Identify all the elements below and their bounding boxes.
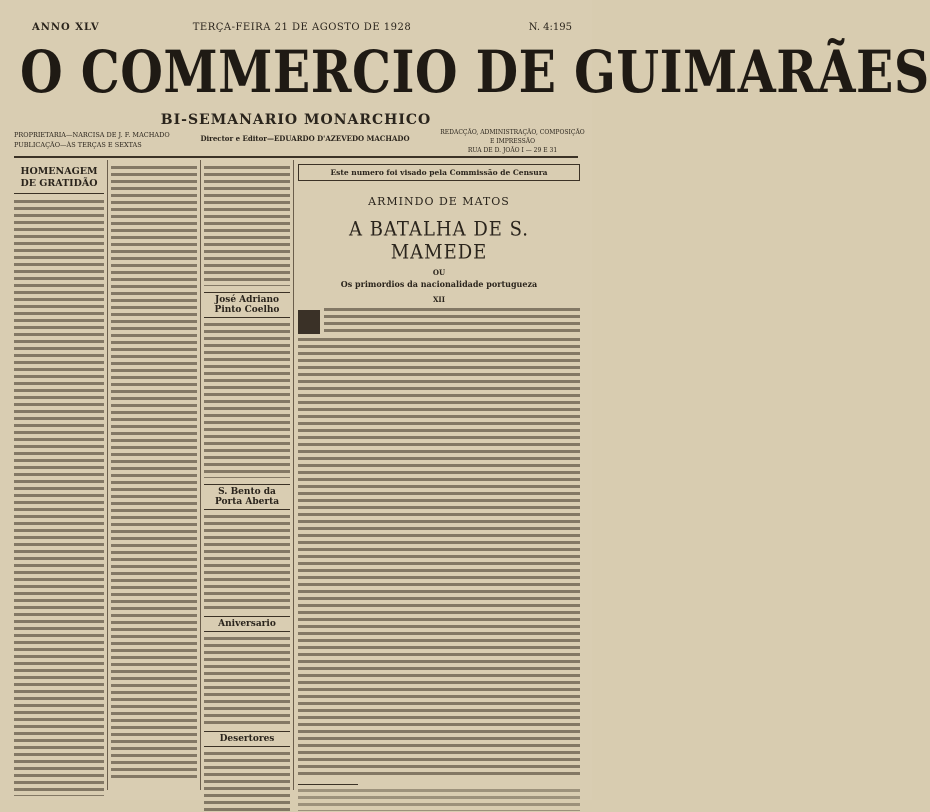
dateline: TERÇA-FEIRA 21 DE AGOSTO DE 1928 — [192, 22, 412, 33]
col3-body-text-top — [204, 166, 290, 286]
newspaper-subtitle: BI-SEMANARIO MONARCHICO — [160, 112, 432, 128]
right-feature — [298, 164, 580, 790]
publisher-info — [14, 130, 184, 150]
owner-line: PROPRIETARIA—NARCISA DE J. F. MACHADO — [14, 131, 170, 139]
col3-body-text-bento — [204, 515, 290, 610]
newspaper-title: O COMMERCIO DE GUIMARÃES — [20, 37, 930, 107]
column-3 — [204, 166, 290, 786]
article-title: A BATALHA DE S. MAMEDE — [348, 217, 530, 265]
column-divider — [107, 160, 108, 790]
column-divider — [293, 160, 294, 790]
col3-body-text-desertores — [204, 752, 290, 812]
col3-heading-aniversario: Aniversario — [204, 616, 290, 632]
masthead-rule — [14, 156, 578, 158]
col3-body-text-aniversario — [204, 637, 290, 725]
office-line-2: E IMPRESSÃO — [489, 138, 536, 145]
col2-body-text — [111, 166, 197, 780]
article-body — [298, 308, 580, 811]
article-section: XII — [433, 295, 445, 304]
article-author: ARMINDO DE MATOS — [368, 195, 510, 208]
col3-heading-bento: S. Bento da Porta Aberta — [204, 484, 290, 510]
article-subtitle: Os primordios da nacionalidade portugueza — [340, 279, 538, 289]
office-info — [440, 128, 585, 155]
director-line: Director e Editor—EDUARDO D'AZEVEDO MACHADO — [200, 134, 410, 143]
masthead-top-row — [32, 22, 572, 36]
column-2 — [111, 166, 197, 786]
footnotes — [298, 789, 580, 811]
publication-line: PUBLICAÇÃO—ÀS TERÇAS E SEXTAS — [14, 141, 142, 149]
footnote-rule — [298, 784, 358, 785]
drop-cap — [298, 310, 320, 334]
volume-label: ANNO XLV — [32, 22, 100, 33]
issue-number: N. 4:195 — [528, 22, 572, 33]
col3-heading-desertores: Desertores — [204, 731, 290, 747]
col1-heading: HOMENAGEM DE GRATIDÃO — [14, 166, 104, 194]
office-line-3: RUA DE D. JOÃO I — 29 E 31 — [467, 147, 558, 154]
column-divider — [200, 160, 201, 790]
censorship-notice: Este numero foi visado pela Commissão de Censura — [298, 164, 580, 181]
office-line-1: REDACÇÃO, ADMINISTRAÇÃO, COMPOSIÇÃO — [440, 129, 585, 136]
col3-heading-coelho: José Adriano Pinto Coelho — [204, 292, 290, 318]
column-1 — [14, 166, 104, 786]
article-text-intro — [324, 308, 580, 336]
article-or: OU — [432, 268, 446, 277]
article-text — [298, 338, 580, 778]
col1-body-text — [14, 200, 104, 796]
col3-body-text-coelho — [204, 323, 290, 478]
